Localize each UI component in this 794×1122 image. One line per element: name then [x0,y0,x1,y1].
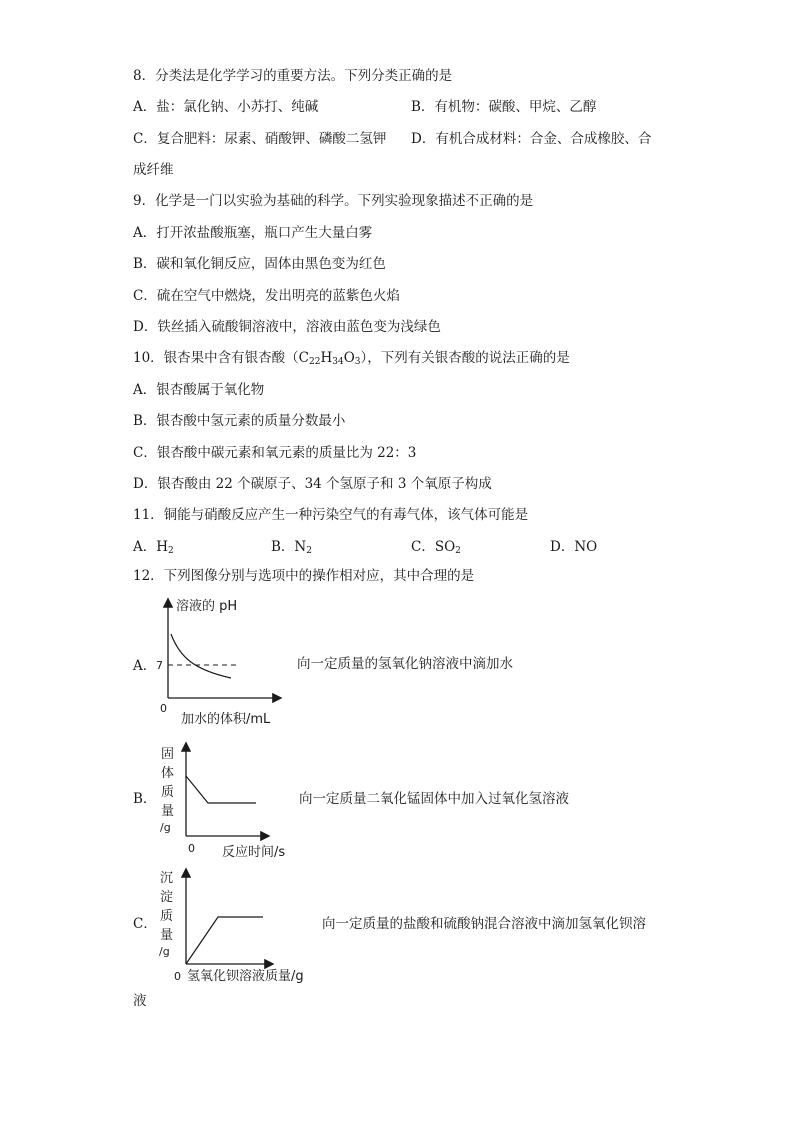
q12-option-c-desc-continued: 液 [133,993,147,1009]
y-axis-label: 溶液的 pH [176,599,238,614]
y-label-char-3: 质 [160,909,174,924]
q10-stem: 10．银杏果中含有银杏酸$(C_{22}H_{34}O_3)$，下列有关银杏酸的说法正确的是 [133,350,570,367]
y-label-char-1: 固 [161,747,175,762]
q10-option-c: C．银杏酸中碳元素和氧元素的质量比为 22：3 [133,445,417,461]
q9-stem: 9．化学是一门以实验为基础的科学。下列实验现象描述不正确的是 [133,193,534,209]
q12-stem: 12．下列图像分别与选项中的操作相对应，其中合理的是 [133,568,475,584]
origin-label: 0 [160,702,167,715]
q12-option-c-desc: 向一定质量的盐酸和硫酸钠混合溶液中滴加氢氧化钡溶 [322,916,646,932]
q12-option-b-desc: 向一定质量二氧化锰固体中加入过氧化氢溶液 [299,791,569,807]
q11-option-b: B．$N_2$ [271,539,312,556]
q11-option-c: C．$SO_2$ [411,539,461,556]
q12-graph-a [150,592,290,732]
q11-option-d: D．NO [550,539,598,555]
y-label-unit: /g [160,821,171,834]
q12-option-c-label: C． [133,916,157,932]
y-label-char-4: 量 [160,928,174,943]
y-tick-7: 7 [156,659,163,672]
q10-option-b: B．银杏酸中氢元素的质量分数最小 [133,413,346,429]
q12-graph-b [150,738,310,868]
y-label-char-2: 体 [161,766,175,781]
y-label-unit: /g [159,945,170,958]
y-label-char-3: 质 [161,785,175,800]
precipitate-curve [186,917,263,964]
x-axis-label: 反应时间/s [222,845,286,860]
q8-option-b: B．有机物：碳酸、甲烷、乙醇 [411,99,597,115]
y-label-char-1: 沉 [160,871,174,886]
x-axis-label: 加水的体积/mL [181,712,271,727]
q11-option-a: A．$H_2$ [133,539,174,556]
q8-option-a: A．盐：氯化钠、小苏打、纯碱 [133,99,319,115]
q12-option-a-desc: 向一定质量的氢氧化钠溶液中滴加水 [297,656,513,672]
q9-option-b: B．碳和氧化铜反应，固体由黑色变为红色 [133,256,386,272]
q9-option-c: C．硫在空气中燃烧，发出明亮的蓝紫色火焰 [133,288,400,304]
mass-curve [186,776,256,803]
q8-option-d-continued: 成纤维 [133,162,174,178]
q12-graph-c [150,862,322,994]
q10-option-d: D．银杏酸由 22 个碳原子、34 个氢原子和 3 个氧原子构成 [133,476,492,492]
q8-option-c: C．复合肥料：尿素、硝酸钾、磷酸二氢钾 [133,131,387,147]
x-axis-label: 氢氧化钡溶液质量/g [187,969,304,984]
q11-stem: 11．铜能与硝酸反应产生一种污染空气的有毒气体，该气体可能是 [133,507,529,523]
q12-option-b-label: B． [133,791,157,807]
q10-option-a: A．银杏酸属于氧化物 [133,382,265,398]
origin-label: 0 [174,970,181,983]
ph-curve [171,634,231,678]
q8-option-d: D．有机合成材料：合金、合成橡胶、合 [411,131,652,147]
y-label-char-2: 淀 [160,890,174,905]
y-label-char-4: 量 [161,804,175,819]
q9-option-a: A．打开浓盐酸瓶塞，瓶口产生大量白雾 [133,225,373,241]
origin-label: 0 [188,842,195,855]
q8-stem: 8．分类法是化学学习的重要方法。下列分类正确的是 [133,68,453,84]
q9-option-d: D．铁丝插入硫酸铜溶液中，溶液由蓝色变为浅绿色 [133,319,441,335]
q12-option-a-label: A． [133,658,157,674]
